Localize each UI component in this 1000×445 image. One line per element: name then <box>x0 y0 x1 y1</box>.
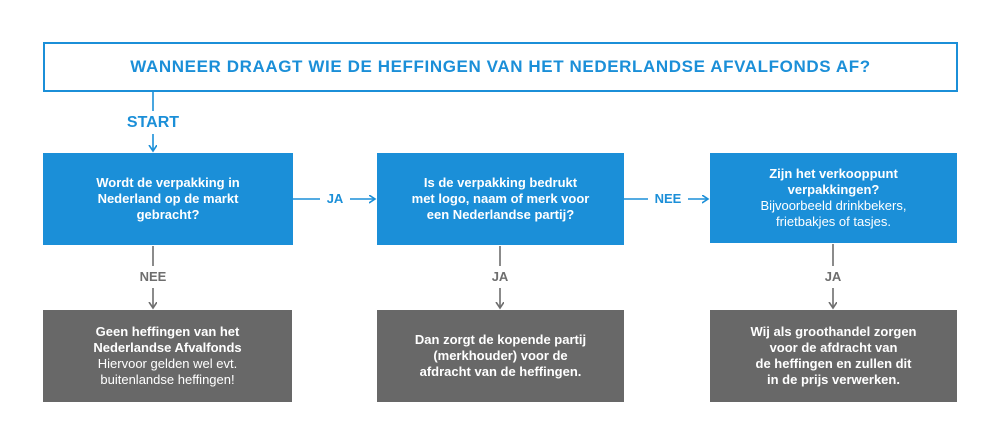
start-label: START <box>126 114 180 131</box>
outcome-2-line: (merkhouder) voor de <box>433 348 568 363</box>
outcome-2-line: Dan zorgt de kopende partij <box>414 332 587 347</box>
edge-label-q1-q2: JA <box>326 191 344 206</box>
question-1-line: Wordt de verpakking in <box>96 175 240 190</box>
question-box-3 <box>710 153 957 243</box>
question-2-line: met logo, naam of merk voor <box>411 191 590 206</box>
outcome-3-line: voor de afdracht van <box>769 340 898 355</box>
question-1-line: Nederland op de markt <box>97 191 239 206</box>
outcome-box-2 <box>377 310 624 402</box>
outcome-1-detail: buitenlandse heffingen! <box>100 372 235 387</box>
outcome-box-1 <box>43 310 292 402</box>
title-box <box>43 42 958 92</box>
question-box-1 <box>43 153 293 245</box>
outcome-1-detail: Hiervoor gelden wel evt. <box>97 356 238 371</box>
question-2-line: een Nederlandse partij? <box>426 207 575 222</box>
question-box-2 <box>377 153 624 245</box>
question-1-line: gebracht? <box>136 207 200 222</box>
question-2-line: Is de verpakking bedrukt <box>423 175 578 190</box>
question-3-line: verpakkingen? <box>787 182 880 197</box>
outcome-3-line: de heffingen en zullen dit <box>755 356 912 371</box>
outcome-1-line: Nederlandse Afvalfonds <box>93 340 242 355</box>
edge-label-q2-q3: NEE <box>654 191 682 206</box>
flowchart-title: WANNEER DRAAGT WIE DE HEFFINGEN VAN HET NEDERLANDSE AFVALFONDS AF? <box>130 57 871 76</box>
edge-label-q1-o1: NEE <box>139 269 167 284</box>
edge-label-q3-o3: JA <box>824 269 842 284</box>
outcome-3-line: in de prijs verwerken. <box>767 372 900 387</box>
edge-label-q2-o2: JA <box>491 269 509 284</box>
question-3-detail: Bijvoorbeeld drinkbekers, <box>760 198 907 213</box>
outcome-box-3 <box>710 310 957 402</box>
outcome-1-line: Geen heffingen van het <box>95 324 240 339</box>
question-3-line: Zijn het verkooppunt <box>769 166 898 181</box>
outcome-2-line: afdracht van de heffingen. <box>419 364 582 379</box>
outcome-3-line: Wij als groothandel zorgen <box>750 324 917 339</box>
question-3-detail: frietbakjes of tasjes. <box>776 214 891 229</box>
